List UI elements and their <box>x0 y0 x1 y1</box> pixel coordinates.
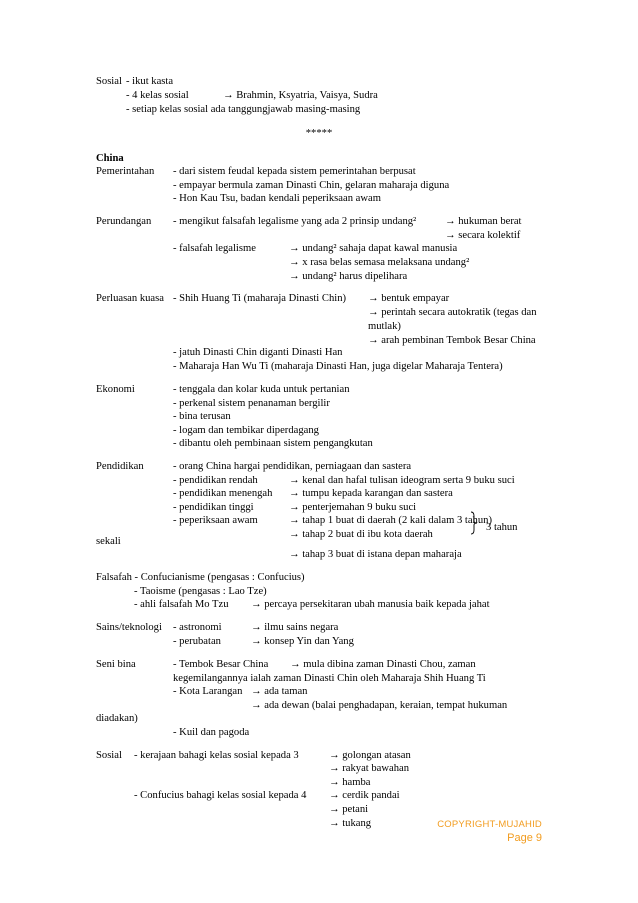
senibina-line: - Kota Larangan <box>173 686 243 697</box>
ekonomi-line: - dibantu oleh pembinaan sistem pengangkutan <box>173 438 373 449</box>
sosial-china-line: - kerajaan bahagi kelas sosial kepada 3 <box>134 750 299 761</box>
perluasan-line: → perintah secara autokratik (tegas dan <box>368 307 537 318</box>
sains-label: Sains/teknologi <box>96 622 162 633</box>
falsafah-line: → percaya persekitaran ubah manusia baik kepada jahat <box>251 599 490 610</box>
perundangan-line: → hukuman berat <box>445 216 522 227</box>
perundangan-line: → x rasa belas semasa melaksana undang² <box>289 257 470 268</box>
senibina-line: kegemilangannya ialah zaman Dinasti Chin oleh Maharaja Shih Huang Ti <box>173 673 486 684</box>
pendidikan-line: - pendidikan rendah <box>173 475 258 486</box>
falsafah-line: Falsafah - Confucianisme (pengasas : Confucius) <box>96 572 305 583</box>
sosial-india-line: - setiap kelas sosial ada tanggungjawab masing-masing <box>126 104 361 115</box>
sosial-india-line: - ikut kasta <box>126 76 174 87</box>
senibina-label: Seni bina <box>96 659 136 670</box>
pemerintahan-label: Pemerintahan <box>96 166 155 177</box>
pendidikan-line: - peperiksaan awam <box>173 515 258 526</box>
perundangan-line: → undang² sahaja dapat kawal manusia <box>289 243 458 254</box>
perundangan-label: Perundangan <box>96 216 152 227</box>
ekonomi-line: - bina terusan <box>173 411 231 422</box>
pemerintahan-line: - dari sistem feudal kepada sistem pemerintahan berpusat <box>173 166 416 177</box>
section-title-china: China <box>96 153 124 164</box>
senibina-line: diadakan) <box>96 713 138 724</box>
pendidikan-line: → tahap 3 buat di istana depan maharaja <box>289 549 462 560</box>
ekonomi-line: - logam dan tembikar diperdagang <box>173 425 319 436</box>
perundangan-line: - mengikut falsafah legalisme yang ada 2 prinsip undang² <box>173 216 417 227</box>
sosial-india-line: - 4 kelas sosial <box>126 90 189 101</box>
perluasan-line: → arah pembinan Tembok Besar China <box>368 335 536 346</box>
perundangan-line: → secara kolektif <box>445 230 521 241</box>
senibina-line: - Kuil dan pagoda <box>173 727 250 738</box>
ekonomi-label: Ekonomi <box>96 384 135 395</box>
sosial-china-line: → tukang <box>329 818 372 829</box>
copyright-text: COPYRIGHT-MUJAHID <box>437 819 542 830</box>
sosial-china-line: → petani <box>329 804 369 815</box>
sosial-china-line: → golongan atasan <box>329 750 411 761</box>
pendidikan-line: - pendidikan tinggi <box>173 502 254 513</box>
pendidikan-line: - orang China hargai pendidikan, perniagaan dan sastera <box>173 461 412 472</box>
falsafah-line: - Taoisme (pengasas : Lao Tze) <box>134 586 267 597</box>
perundangan-line: → undang² harus dipelihara <box>289 271 408 282</box>
page-number: Page 9 <box>507 832 542 844</box>
sosial-china-line: → cerdik pandai <box>329 790 400 801</box>
senibina-line: → ada taman <box>251 686 308 697</box>
sains-line: → konsep Yin dan Yang <box>251 636 354 647</box>
pendidikan-label: Pendidikan <box>96 461 144 472</box>
sosial-china-line: → rakyat bawahan <box>329 763 410 774</box>
ekonomi-line: - perkenal sistem penanaman bergilir <box>173 398 330 409</box>
sosial-china-line: → hamba <box>329 777 371 788</box>
pemerintahan-line: - Hon Kau Tsu, badan kendali peperiksaan awam <box>173 193 381 204</box>
perundangan-line: - falsafah legalisme <box>173 243 256 254</box>
falsafah-line: - ahli falsafah Mo Tzu <box>134 599 229 610</box>
sains-line: - perubatan <box>173 636 221 647</box>
sosial-india-line: → Brahmin, Ksyatria, Vaisya, Sudra <box>223 90 378 101</box>
perluasan-label: Perluasan kuasa <box>96 293 164 304</box>
perluasan-line: - Maharaja Han Wu Ti (maharaja Dinasti Han, juga digelar Maharaja Tentera) <box>173 361 503 372</box>
perluasan-line: - Shih Huang Ti (maharaja Dinasti Chin) <box>173 293 347 304</box>
perluasan-line: → bentuk empayar <box>368 293 450 304</box>
sosial-china-line: - Confucius bahagi kelas sosial kepada 4 <box>134 790 307 801</box>
pendidikan-line: → tahap 1 buat di daerah (2 kali dalam 3 tahun) <box>289 515 492 526</box>
pemerintahan-line: - empayar bermula zaman Dinasti Chin, gelaran maharaja diguna <box>173 180 450 191</box>
senibina-line: → ada dewan (balai penghadapan, keraian, tempat hukuman <box>251 700 508 711</box>
sosial-india-label: Sosial <box>96 76 122 87</box>
pendidikan-line: - pendidikan menengah <box>173 488 273 499</box>
senibina-line: - Tembok Besar China <box>173 659 269 670</box>
perluasan-line: mutlak) <box>368 321 401 332</box>
pendidikan-line: sekali <box>96 536 121 547</box>
section-separator: ***** <box>305 128 333 139</box>
pendidikan-line: → tumpu kepada karangan dan sastera <box>289 488 453 499</box>
senibina-line: → mula dibina zaman Dinasti Chou, zaman <box>290 659 476 670</box>
sains-line: - astronomi <box>173 622 222 633</box>
ekonomi-line: - tenggala dan kolar kuda untuk pertanian <box>173 384 350 395</box>
pendidikan-line: → kenal dan hafal tulisan ideogram serta 9 buku suci <box>289 475 515 486</box>
sosial-china-label: Sosial <box>96 750 122 761</box>
pendidikan-line: 3 tahun <box>486 522 518 533</box>
pendidikan-line: → penterjemahan 9 buku suci <box>289 502 417 513</box>
pendidikan-line: → tahap 2 buat di ibu kota daerah <box>289 529 433 540</box>
curly-brace-icon <box>470 511 478 535</box>
perluasan-line: - jatuh Dinasti Chin diganti Dinasti Han <box>173 347 343 358</box>
sains-line: → ilmu sains negara <box>251 622 339 633</box>
